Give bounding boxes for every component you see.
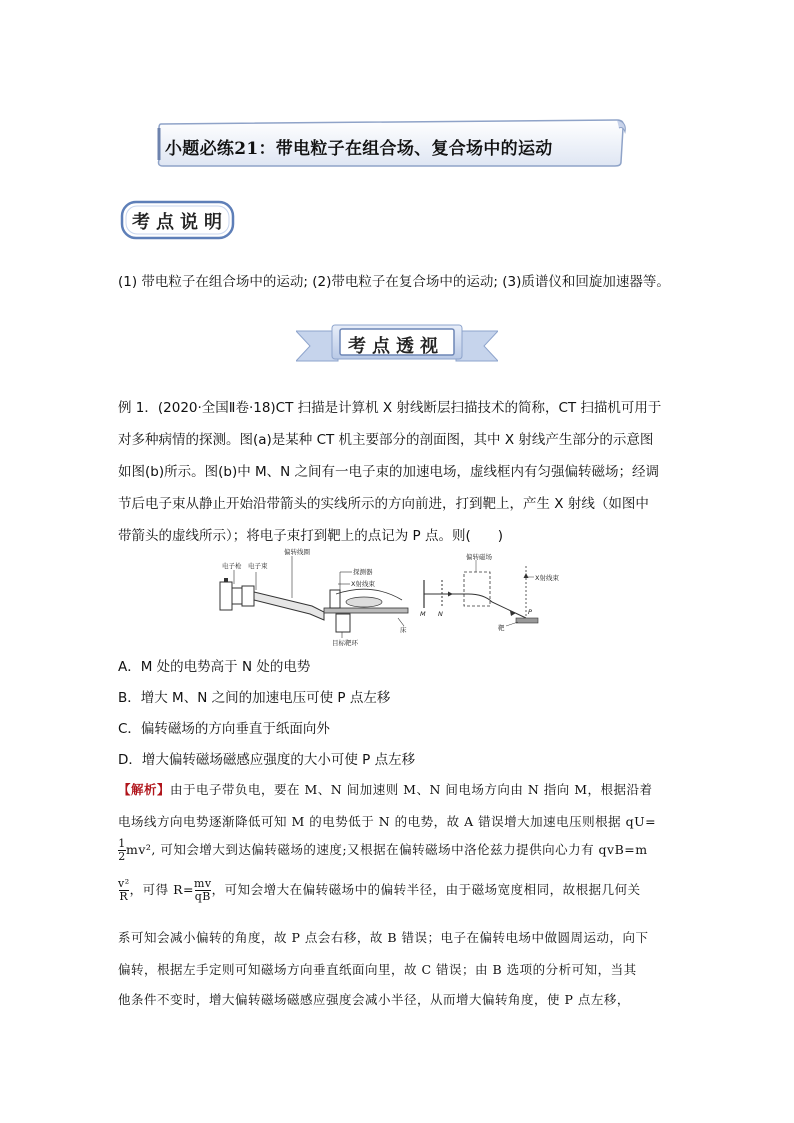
analysis-line-4: $\frac{\text{v²}}{R}$，可得 $R=\frac{mv}{qB}$，可知会增大在偏转磁场中的偏转半径，由于磁场宽度相同，故根据几何关 (118, 877, 641, 903)
section-title-2: 考点透视 (348, 336, 444, 357)
page-title: 小题必练21：带电粒子在组合场、复合场中的运动 (165, 139, 553, 159)
question-line-1: 例 1．(2020·全国Ⅱ卷·18)CT 扫描是计算机 X 射线断层扫描技术的简称，CT 扫描机可用于 (118, 400, 662, 416)
analysis-line-2: 电场线方向电势逐渐降低可知 M 的电势低于 N 的电势，故 A 错误增大加速电压则根据 qU= (118, 814, 657, 829)
option-b: B．增大 M、N 之间的加速电压可使 P 点左移 (118, 690, 391, 706)
analysis-line-5: 系可知会减小偏转的角度，故 P 点会右移，故 B 错误；电子在偏转电场中做圆周运动，向下 (118, 930, 649, 945)
label-bed: 床 (400, 626, 407, 634)
analysis-tag: 【解析】 (118, 782, 171, 797)
label-deflection-coil: 偏转线圈 (284, 548, 310, 556)
intro-text: (1) 带电粒子在组合场中的运动; (2)带电粒子在复合场中的运动; (3)质谱仪和回旋加速器等。 (118, 274, 670, 290)
question-line-4: 节后电子束从静止开始沿带箭头的实线所示的方向前进，打到靶上，产生 X 射线（如图中 (118, 496, 649, 512)
label-target-ring: 目标靶环 (332, 639, 358, 647)
label-xray-beam-a: X射线束 (351, 580, 375, 588)
label-n: N (438, 610, 443, 618)
section-title-1: 考点说明 (132, 212, 228, 233)
analysis-line-1: 【解析】由于电子带负电，要在 M、N 间加速则 M、N 间电场方向由 N 指向 M，根据沿着 (118, 782, 653, 797)
question-line-5: 带箭头的虚线所示）；将电子束打到靶上的点记为 P 点。则( ) (118, 528, 504, 544)
question-line-3: 如图(b)所示。图(b)中 M、N 之间有一电子束的加速电场，虚线框内有匀强偏转磁场；经调 (118, 464, 660, 480)
question-line-2: 对多种病情的探测。图(a)是某种 CT 机主要部分的剖面图，其中 X 射线产生部分的示意图 (118, 432, 654, 448)
figure-a-ct-machine (212, 548, 412, 648)
label-p: P (528, 608, 532, 616)
fraction-v2-r: $\frac{\text{v²}}{R}$ (118, 877, 130, 903)
fraction-half: $\frac{1}{2}$ (118, 837, 126, 863)
option-c: C．偏转磁场的方向垂直于纸面向外 (118, 721, 330, 737)
option-a: A．M 处的电势高于 N 处的电势 (118, 659, 311, 675)
analysis-line-3: $\frac{1}{2}mv^2$, 可知会增大到达偏转磁场的速度;又根据在偏转磁场中洛伦兹力提供向心力有 qvB=m (118, 837, 648, 863)
analysis-line-6: 偏转，根据左手定则可知磁场方向垂直纸面向里，故 C 错误；由 B 选项的分析可知，当其 (118, 962, 637, 977)
label-electron-gun: 电子枪 (222, 562, 242, 570)
label-detector: 探测器 (353, 568, 373, 576)
fraction-mv-qb: $\frac{mv}{qB}$ (193, 877, 212, 903)
figure-b-schematic (418, 552, 568, 634)
label-deflection-field: 偏转磁场 (466, 553, 492, 561)
label-electron-beam: 电子束 (248, 562, 268, 570)
label-target: 靶 (498, 624, 505, 632)
analysis-line-7: 他条件不变时，增大偏转磁场磁感应强度会减小半径，从而增大偏转角度，使 P 点左移， (118, 992, 630, 1007)
label-m: M (420, 610, 426, 618)
option-d: D．增大偏转磁场磁感应强度的大小可使 P 点左移 (118, 752, 416, 768)
label-xray-beam-b: X射线束 (535, 574, 559, 582)
